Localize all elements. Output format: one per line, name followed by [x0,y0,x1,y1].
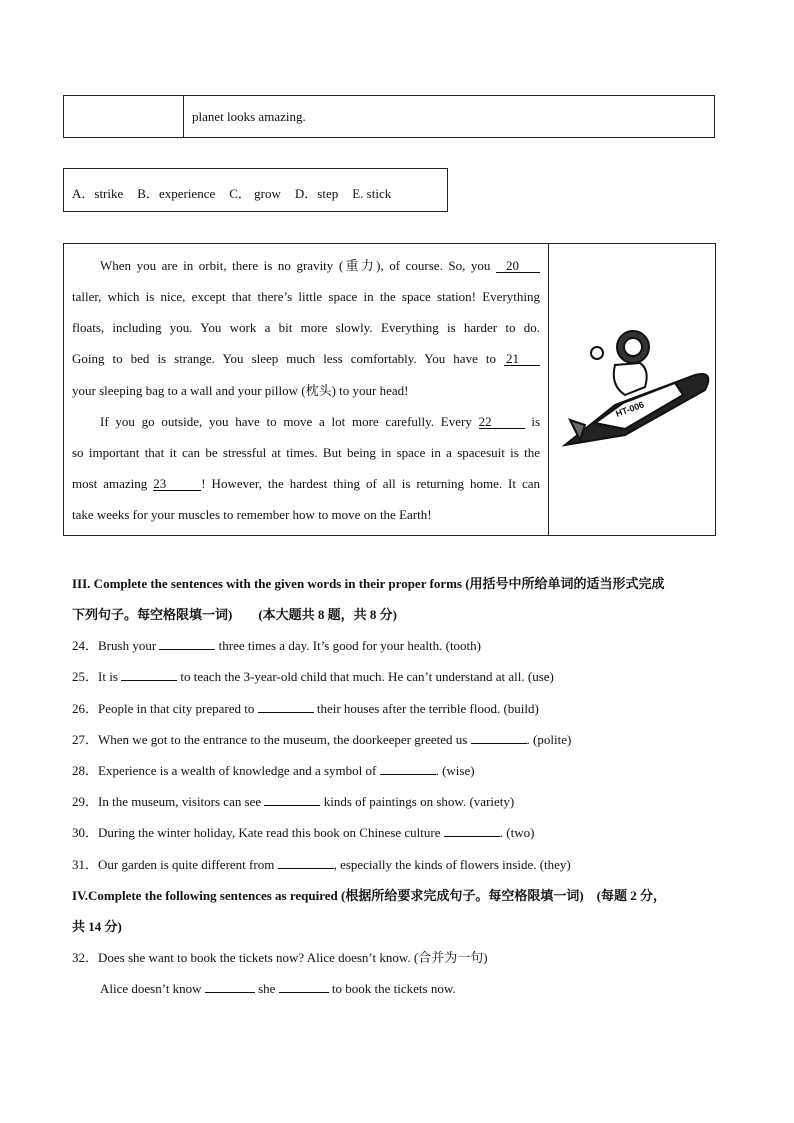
passage-line: your sleeping bag to a wall and your pillow (枕头) to your head! [72,383,409,398]
passage-line: taller, which is nice, except that there’s little space in the space station! Everything [72,289,540,304]
section-3-title: III. Complete the sentences with the given words in their proper forms (用括号中所给单词的适当形式完成 [72,576,665,591]
answer-blank[interactable] [205,992,255,993]
astronaut-rocket-illustration [555,325,715,455]
option-e: E. stick [352,186,392,201]
blank-20[interactable]: 20 [496,259,540,273]
passage-line: floats, including you. You work a bit more slowly. Everything is harder to do. [72,320,540,335]
answer-blank[interactable] [444,836,500,837]
question-25: 25．It is to teach the 3-year-old child that much. He can’t understand at all. (use) [72,669,554,684]
section-4-title: IV.Complete the following sentences as required (根据所给要求完成句子。每空格限填一词) (每题 2 分， [72,888,667,903]
answer-blank[interactable] [380,774,436,775]
question-32-answer: Alice doesn’t know she to book the tickets now. [100,981,456,996]
answer-blank[interactable] [471,743,527,744]
word-options [72,183,391,202]
answer-blank[interactable] [264,805,320,806]
answer-blank[interactable] [279,992,329,993]
passage-line: If you go outside, you have to move a lot more carefully. Every 22 is [100,414,540,429]
rocket-label: HT-006 [614,399,646,419]
question-31: 31．Our garden is quite different from , especially the kinds of flowers inside. (they) [72,857,571,872]
passage-divider [548,244,549,535]
table-cell-text: planet looks amazing. [192,109,306,124]
top-table [63,95,715,138]
section-3-title-cont: 下列句子。每空格限填一词) (本大题共 8 题，共 8 分) [72,607,397,622]
option-d: D．step [294,186,339,201]
question-27: 27．When we got to the entrance to the museum, the doorkeeper greeted us . (polite) [72,732,572,747]
question-29: 29．In the museum, visitors can see kinds of paintings on show. (variety) [72,794,515,809]
section-4-title-cont: 共 14 分) [72,919,122,934]
answer-blank[interactable] [258,712,314,713]
question-28: 28．Experience is a wealth of knowledge and a symbol of . (wise) [72,763,475,778]
blank-22[interactable]: 22 [479,415,525,429]
table-divider [183,96,184,137]
option-b: B．experience [137,186,216,201]
question-30: 30．During the winter holiday, Kate read this book on Chinese culture . (two) [72,825,535,840]
blank-23[interactable]: 23 [153,477,201,491]
question-32: 32．Does she want to book the tickets now? Alice doesn’t know. (合并为一句) [72,950,488,965]
option-c: C． grow [229,186,281,201]
blank-21[interactable]: 21 [504,352,540,366]
answer-blank[interactable] [159,649,215,650]
answer-blank[interactable] [278,868,334,869]
answer-blank[interactable] [121,680,177,681]
passage-line: Going to bed is strange. You sleep much less comfortably. You have to 21 [72,351,540,367]
question-26: 26．People in that city prepared to their houses after the terrible flood. (build) [72,701,539,716]
word-options-box [63,168,448,212]
passage-line: take weeks for your muscles to remember how to move on the Earth! [72,507,432,522]
passage-line: so important that it can be stressful at times. But being in space in a spacesuit is the [72,445,540,460]
passage-line: When you are in orbit, there is no gravity (重力), of course. So, you 20 [72,258,540,274]
question-24: 24．Brush your three times a day. It’s good for your health. (tooth) [72,638,481,653]
passage-line: most amazing 23 ! However, the hardest thing of all is returning home. It can [72,476,541,491]
option-a: A．strike [72,186,124,201]
